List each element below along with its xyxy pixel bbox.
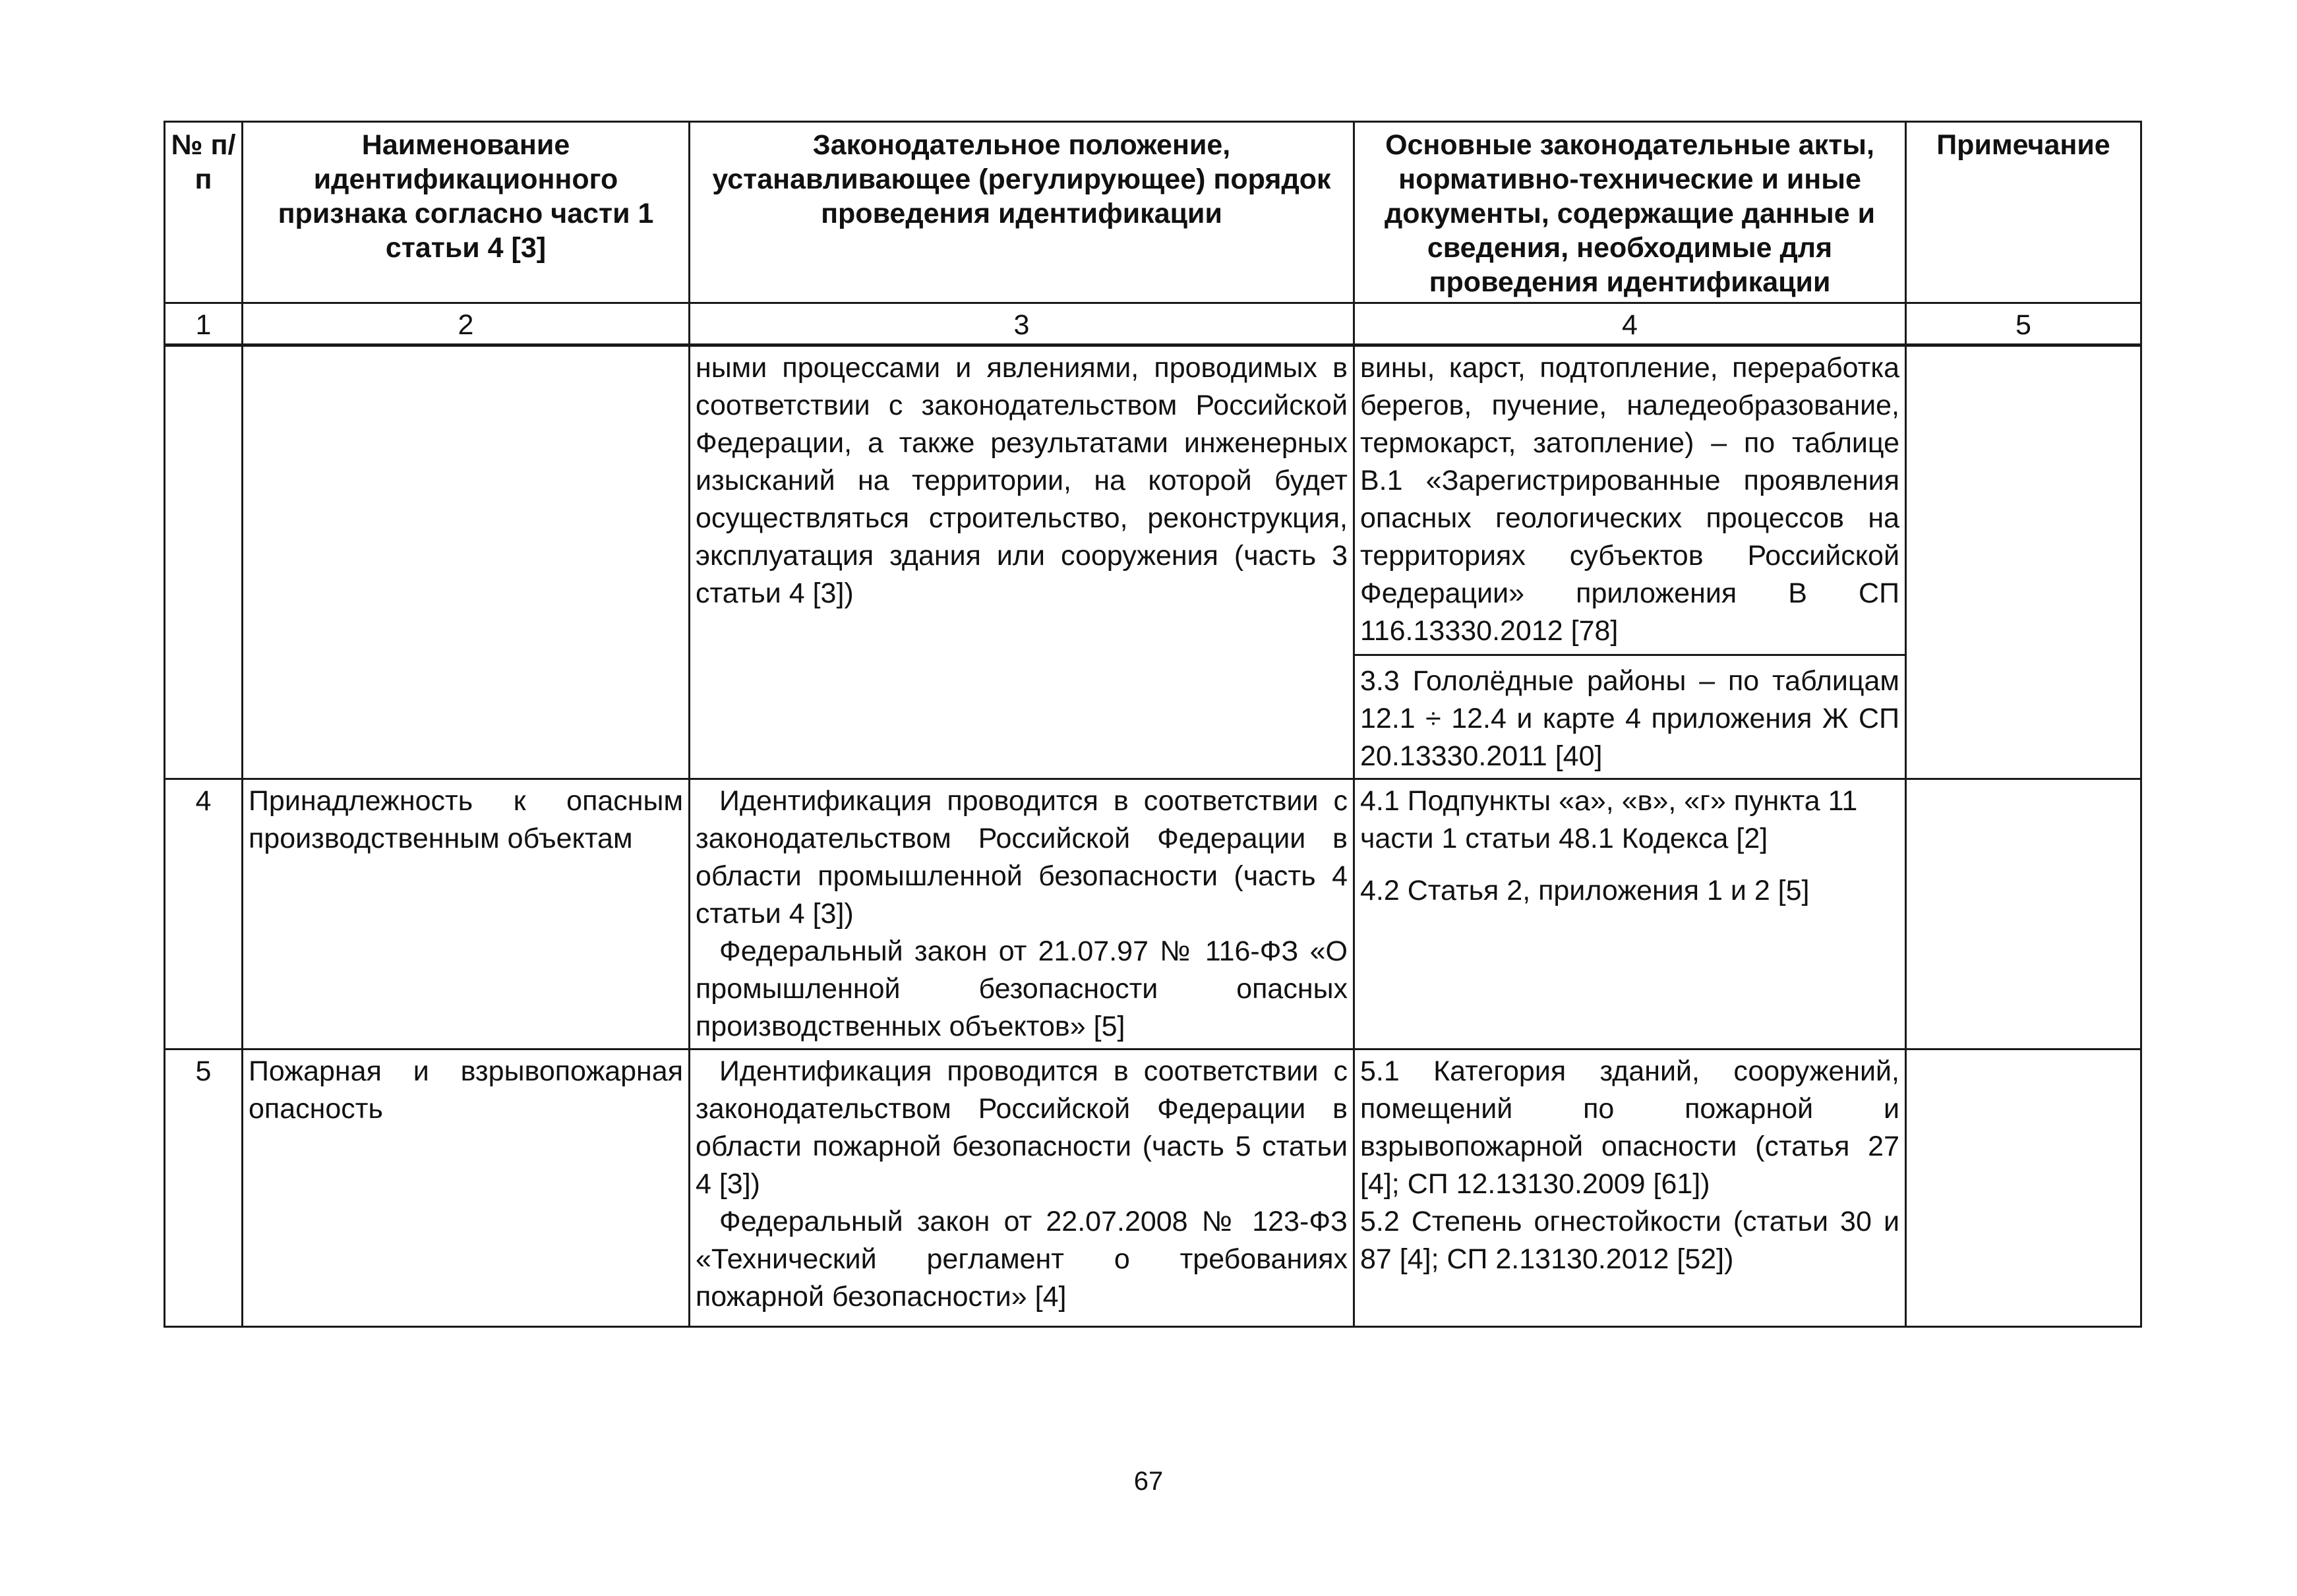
- provision-text: ными процессами и явлениями, проводимых в соответствии с законодательством Российской Федерации, а также результатами инженерных изысканий на территории, на которой будет осуществляться строительство, реконструкция, эксплуатация здания или сооружения (часть 3 статьи 4 [3]): [696, 352, 1348, 609]
- document-item: 4.1 Подпункты «а», «в», «г» пункта 11 части 1 статьи 48.1 Кодекса [2]: [1360, 785, 1858, 854]
- column-number: 2: [243, 303, 690, 345]
- feature-name-cell: [243, 345, 690, 779]
- document-item: 4.2 Статья 2, приложения 1 и 2 [5]: [1360, 875, 1810, 906]
- column-number: 1: [165, 303, 243, 345]
- header-feature-name: Наименование идентификационного признака согласно части 1 статьи 4 [3]: [243, 122, 690, 303]
- note-cell: [1906, 779, 2141, 1049]
- page-number: 67: [1133, 1467, 1164, 1496]
- table-row: [165, 779, 2141, 1049]
- header-documents: Основные законодательные акты, нормативно-технические и иные документы, содержащие данные и сведения, необходимые для проведения идентификации: [1354, 122, 1906, 303]
- provision-law: Федеральный закон от 21.07.97 № 116-ФЗ «О промышленной безопасности опасных производственных объектов» [5]: [696, 935, 1348, 1042]
- note-cell: [1906, 345, 2141, 779]
- table-row: [165, 1049, 2141, 1327]
- documents-cell: [1354, 1049, 1906, 1327]
- document-item: 3.3 Гололёдные районы – по таблицам 12.1 ÷ 12.4 и карте 4 приложения Ж СП 20.13330.2011 [40]: [1355, 654, 1905, 775]
- document-item: вины, карст, подтопление, переработка берегов, пучение, наледеобразование, термокарст, затопление) – по таблице В.1 «Зарегистрированные проявления опасных геологических процессов на территориях субъектов Российской Федерации» приложения В СП 116.13330.2012 [78]: [1360, 352, 1899, 647]
- provision-text: Идентификация проводится в соответствии с законодательством Российской Федерации в области промышленной безопасности (часть 4 статьи 4 [3]): [696, 785, 1348, 930]
- documents-cell: [1354, 779, 1906, 1049]
- provision-cell: [690, 779, 1354, 1049]
- row-number: 4: [165, 779, 243, 1049]
- provision-law: Федеральный закон от 22.07.2008 № 123-ФЗ «Технический регламент о требованиях пожарной безопасности» [4]: [696, 1206, 1348, 1313]
- document-item: 5.2 Степень огнестойкости (статьи 30 и 87 [4]; СП 2.13130.2012 [52]): [1360, 1206, 1899, 1275]
- column-number: 3: [690, 303, 1354, 345]
- provision-cell: [690, 345, 1354, 779]
- header-number: № п/п: [165, 122, 243, 303]
- header-row: [165, 122, 2141, 303]
- table-row: [165, 345, 2141, 779]
- row-number: [165, 345, 243, 779]
- row-number: 5: [165, 1049, 243, 1327]
- header-legal-provision: Законодательное положение, устанавливающее (регулирующее) порядок проведения идентификации: [690, 122, 1354, 303]
- document-item: 5.1 Категория зданий, сооружений, помещений по пожарной и взрывопожарной опасности (статья 27 [4]; СП 12.13130.2009 [61]): [1360, 1055, 1899, 1200]
- provision-text: Идентификация проводится в соответствии с законодательством Российской Федерации в области пожарной безопасности (часть 5 статьи 4 [3]): [696, 1055, 1348, 1200]
- feature-name-cell: Пожарная и взрывопожарная опасность: [243, 1049, 690, 1327]
- identification-table: [164, 121, 2142, 1328]
- column-number-row: [165, 303, 2141, 345]
- header-note: Примечание: [1906, 122, 2141, 303]
- column-number: 4: [1354, 303, 1906, 345]
- note-cell: [1906, 1049, 2141, 1327]
- feature-name-cell: Принадлежность к опасным производственным объектам: [243, 779, 690, 1049]
- column-number: 5: [1906, 303, 2141, 345]
- provision-cell: [690, 1049, 1354, 1327]
- documents-cell: [1354, 345, 1906, 779]
